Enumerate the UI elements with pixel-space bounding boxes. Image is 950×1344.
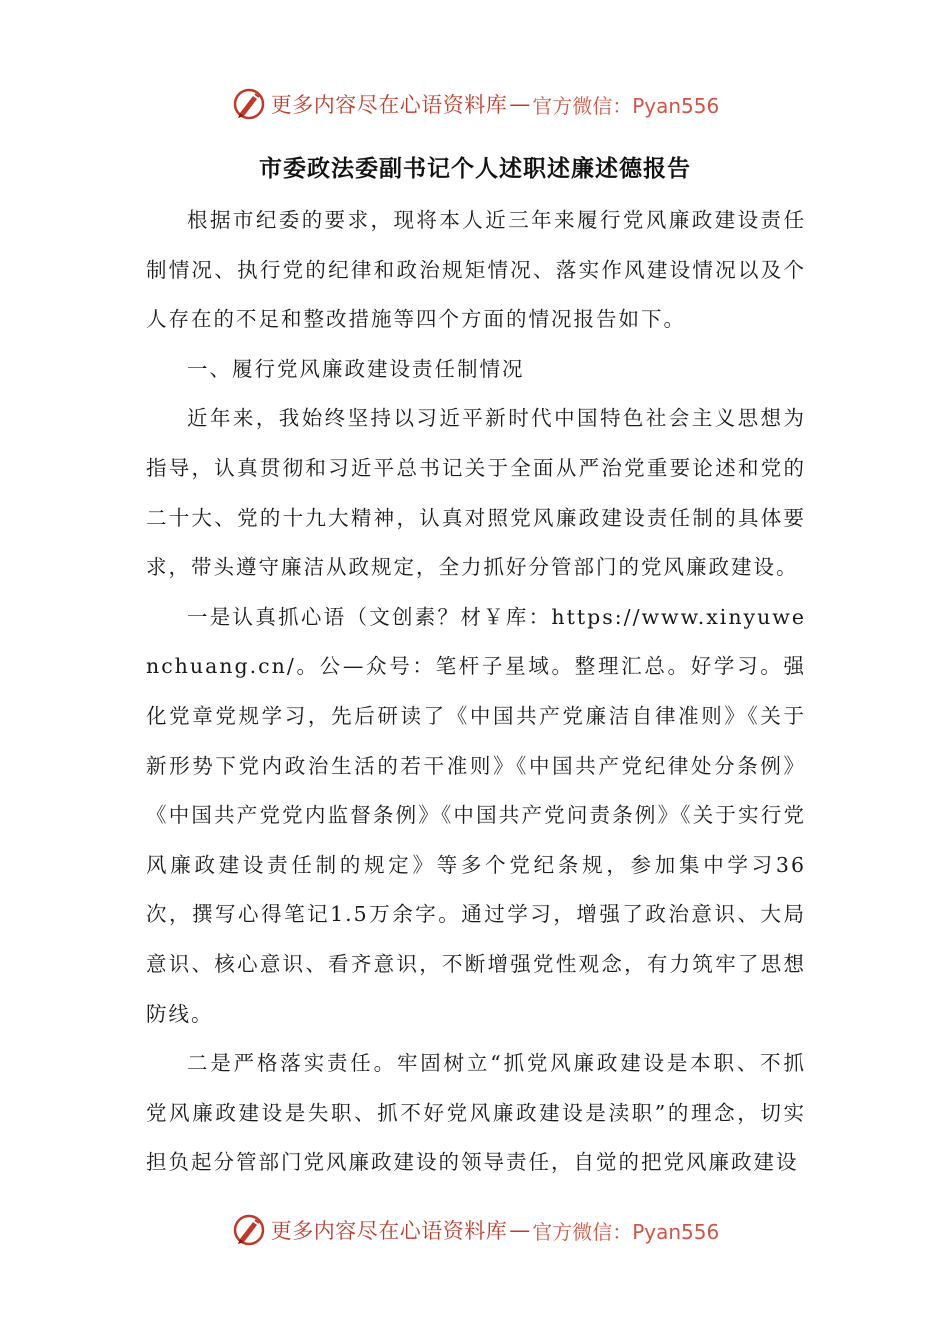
paragraph-point-2: 二是严格落实责任。牢固树立“抓党风廉政建设是本职、不抓党风廉政建设是失职、抓不好党风廉政建设是渎职”的理念，切实担负起分管部门党风廉政建设的领导责任，自觉的把党风廉政建设 [146,1051,806,1175]
paragraph-intro: 根据市纪委的要求，现将本人近三年来履行党风廉政建设责任制情况、执行党的纪律和政治规矩情况、落实作风建设情况以及个人存在的不足和整改措施等四个方面的情况报告如下。 [146,208,806,332]
section-heading-1: 一、履行党风廉政建设责任制情况 [187,356,525,381]
paragraph-overview: 近年来，我始终坚持以习近平新时代中国特色社会主义思想为指导，认真贯彻和习近平总书记关于全面从严治党重要论述和党的二十大、党的十九大精神，认真对照党风廉政建设责任制的具体要求，带头遵守廉洁从政规定，全力抓好分管部门的党风廉政建设。 [146,406,806,580]
footer-banner [0,1208,950,1252]
document-title: 市委政法委副书记个人述职述廉述德报告 [259,155,691,182]
footer-contact-text: 官方微信：Pyan556 [532,1219,720,1244]
banner-contact-text: 官方微信：Pyan556 [532,93,720,118]
banner-dash: — [509,92,531,116]
paragraph-point-1: 一是认真抓心语（文创素？材￥库：https://www.xinyuwenchuang.cn/。公—众号：笔杆子星域。整理汇总。好学习。强化党章党规学习，先后研读了《中国共产党廉洁自律准则》《关于新形势下党内政治生活的若干准则》《中国共产党纪律处分条例》《中国共产党党内监督条例》《中国共产党问责条例》《关于实行党风廉政建设责任制的规定》等多个党纪条规，参加集中学习36次，撰写心得笔记1.5万余字。通过学习，增强了政治意识、大局意识、核心意识、看齐意识，不断增强党性观念，有力筑牢了思想防线。 [146,604,806,1026]
banner-brand-text: 更多内容尽在心语资料库 [270,93,508,117]
header-banner [0,82,950,126]
pen-logo-icon [231,86,267,122]
footer-dash: — [509,1218,531,1242]
footer-brand-text: 更多内容尽在心语资料库 [270,1219,508,1243]
document-body [146,196,806,1188]
pen-logo-icon [231,1212,267,1248]
